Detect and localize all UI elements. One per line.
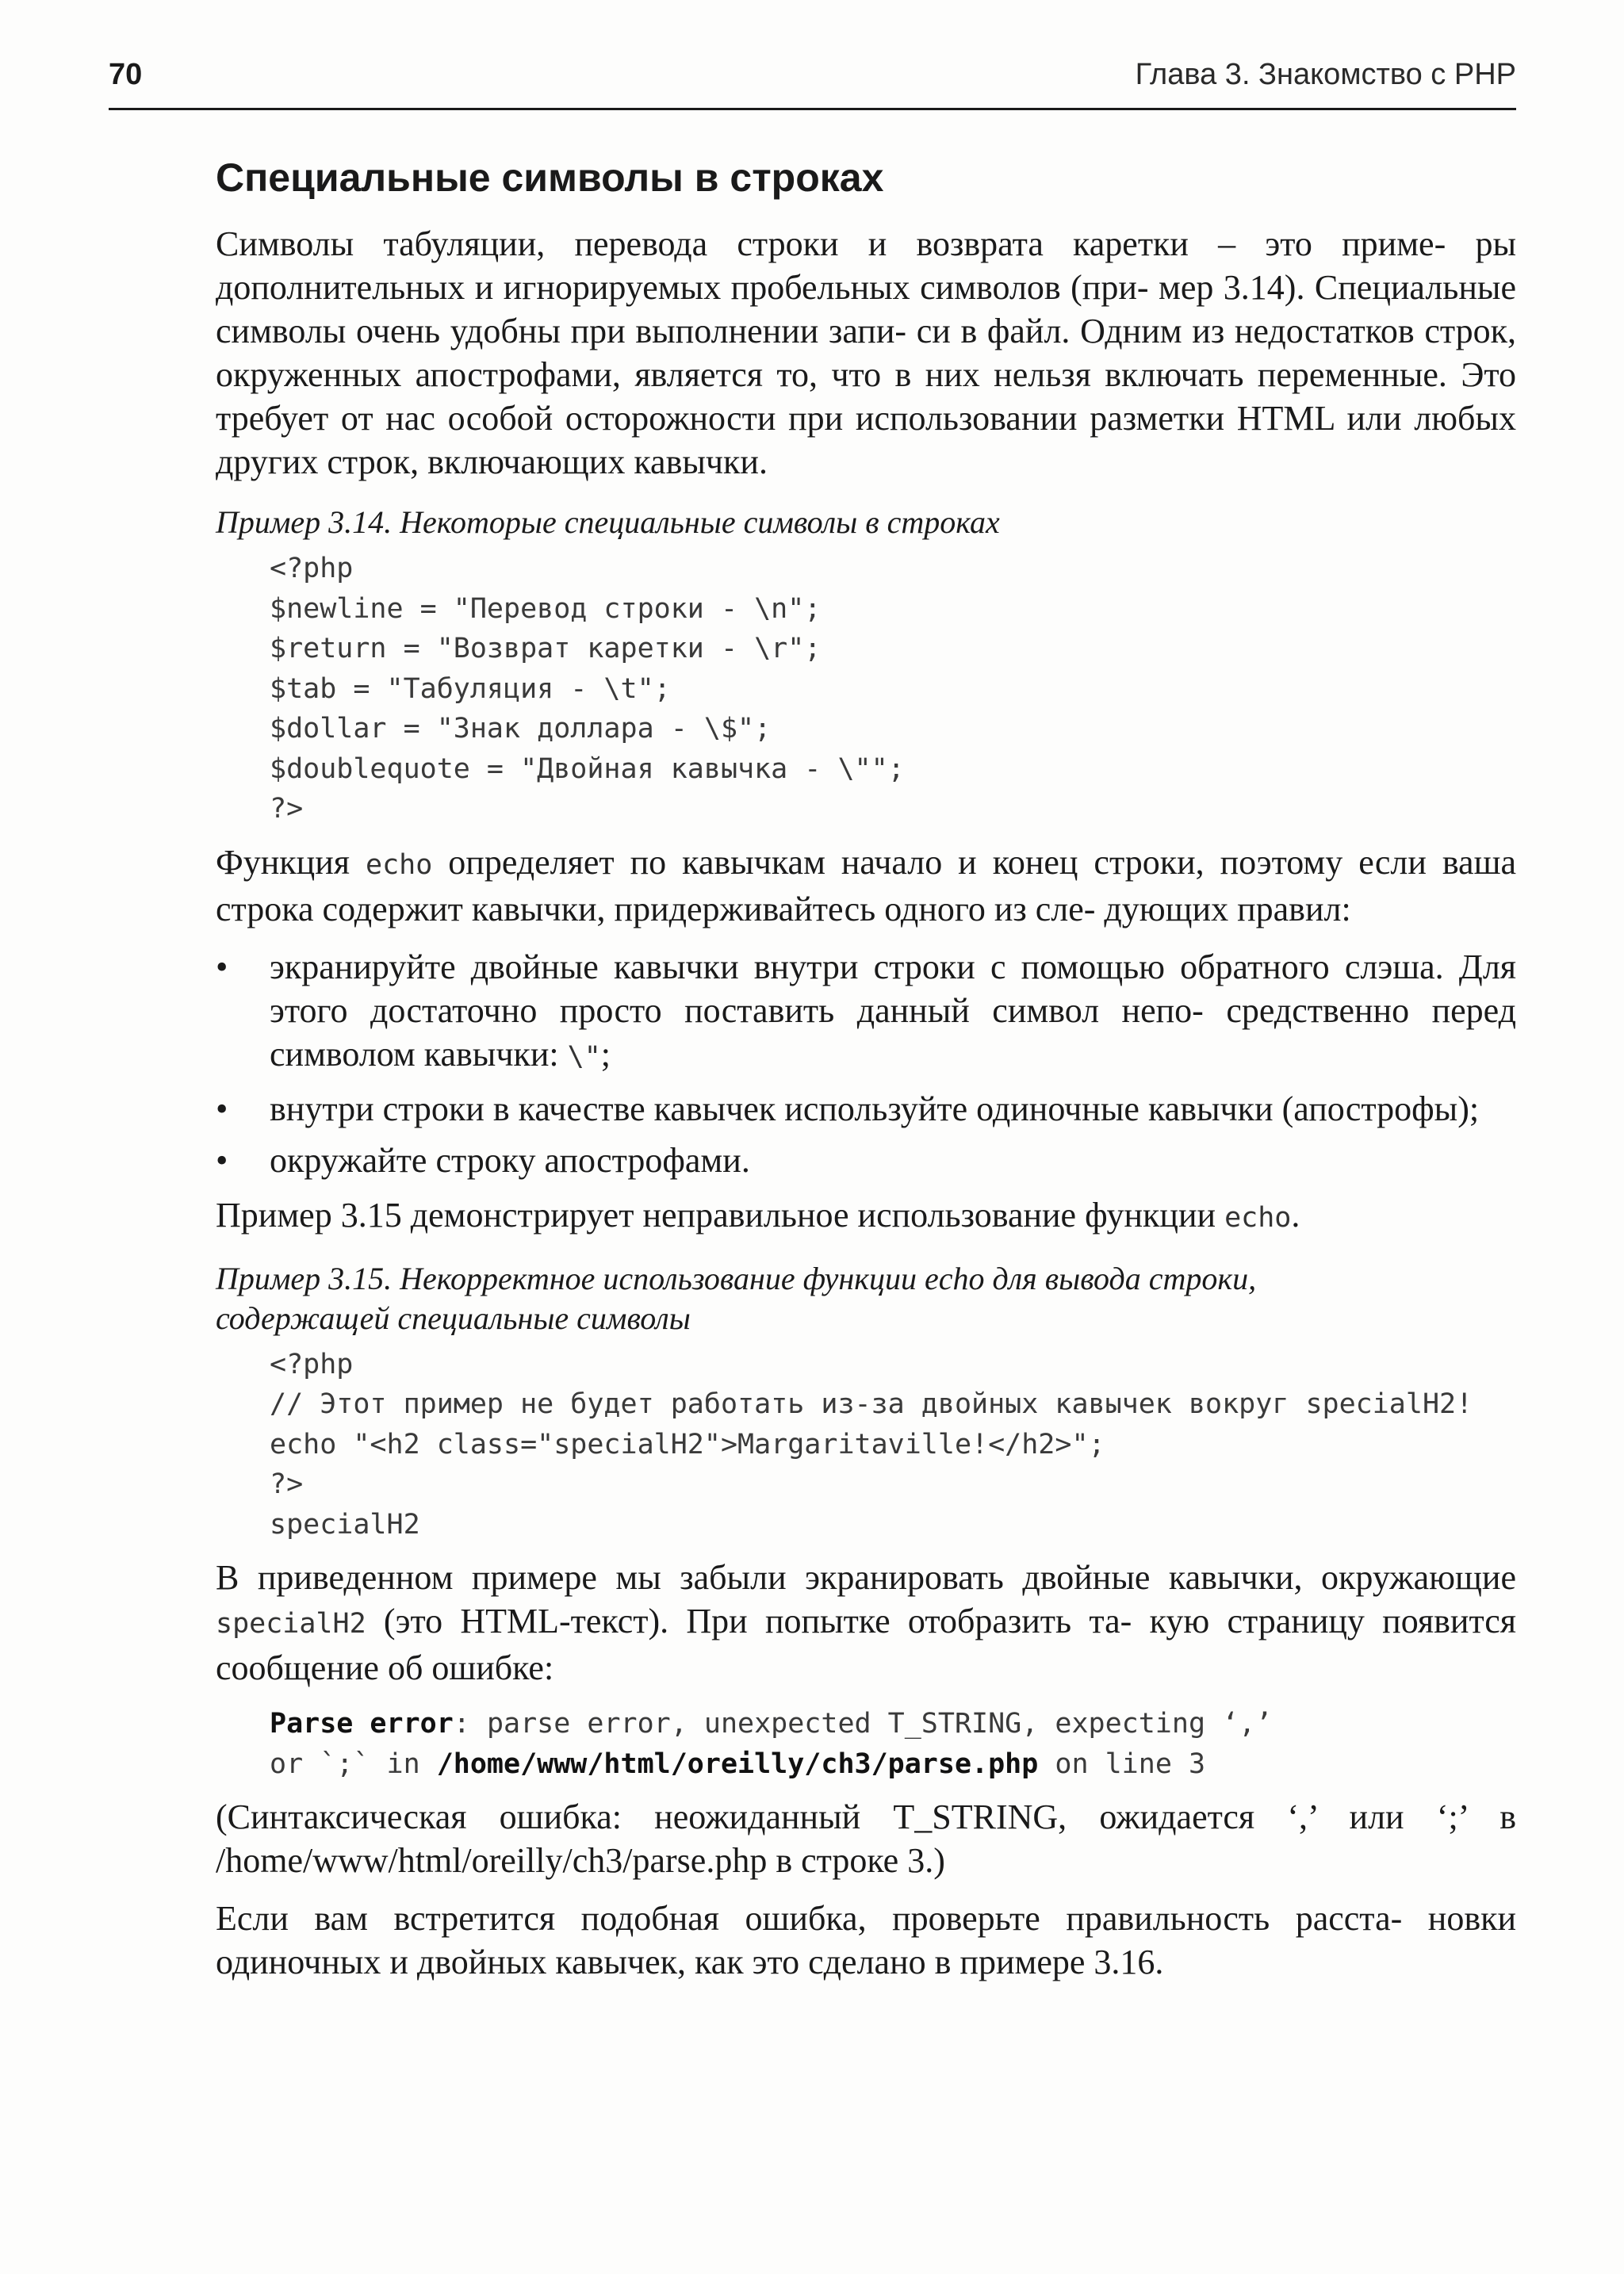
inline-code: specialH2 (216, 1608, 366, 1640)
text-line: (апострофы); (1281, 1089, 1480, 1128)
text-fragment: ; (600, 1034, 611, 1074)
example-caption: Пример 3.14. Некоторые специальные символы в строках (216, 504, 1000, 540)
paragraph-example-315-intro (216, 1193, 1516, 1240)
section-heading: Специальные символы в строках (216, 155, 884, 200)
code-line: ?> (270, 793, 304, 825)
text-line: окружайте строку апострофами. (270, 1140, 750, 1180)
text-line: В приведенном примере мы забыли экранировать двойные кавычки, (216, 1558, 1303, 1597)
text-line: Пример 3.15 демонстрирует неправильное использование функции (216, 1195, 1216, 1235)
code-listing (270, 1345, 1516, 1545)
bullet-icon: • (216, 1089, 228, 1128)
text-line: си в файл. Одним из недостатков строк, окруженных апострофами, (216, 312, 1517, 394)
text-line: средственно перед символом кавычки: (270, 990, 1516, 1074)
code-line: ?> (270, 1468, 304, 1500)
code-line: specialH2 (270, 1508, 420, 1541)
text-line: особой осторожности при использовании разметки HTML или любых (447, 399, 1516, 438)
inline-code: echo (1224, 1201, 1292, 1234)
inline-code: \" (567, 1040, 601, 1073)
text-line: ‘;’ в /home/www/html/oreilly/ch3/parse.php в строке 3.) (216, 1797, 1517, 1880)
list-item (216, 1087, 1516, 1131)
code-line: $return = "Возврат каретки - \r"; (270, 633, 822, 664)
text-line: Символы табуляции, перевода строки и возврата каретки – это приме- (216, 224, 1446, 263)
list-item (216, 1139, 1516, 1182)
error-output (270, 1704, 1516, 1784)
text-fragment: Функция (216, 842, 366, 882)
code-line: $newline = "Перевод строки - \n"; (270, 592, 822, 625)
text-fragment: . (1291, 1195, 1300, 1235)
text-line: других строк, включающих кавычки. (216, 442, 768, 481)
paragraph-echo (216, 840, 1516, 931)
bullet-icon: • (216, 947, 228, 986)
text-line: внутри строки в качестве кавычек используйте одиночные кавычки (270, 1089, 1274, 1128)
code-line: <?php (270, 1348, 354, 1380)
code-line: // Этот пример не будет работать из-за двойных кавычек вокруг specialH2! (270, 1388, 1473, 1420)
paragraph-intro (216, 222, 1516, 484)
paragraph-translation (216, 1795, 1516, 1882)
text-line: если ваша строка содержит кавычки, придерживайтесь одного из сле- (216, 842, 1516, 928)
text-line: кую страницу появится сообщение об ошибке: (216, 1602, 1516, 1687)
chapter-title: Глава 3. Знакомство с PHP (1135, 58, 1516, 91)
inline-code: echo (366, 848, 433, 881)
text-line: дующих правил: (1104, 889, 1351, 928)
text-line: новки одиночных и двойных кавычек, как это сделано в примере 3.16. (216, 1899, 1517, 1981)
text-line: экранируйте двойные кавычки внутри строки с помощью обратного (270, 947, 1330, 986)
code-line: $doublequote = "Двойная кавычка - \""; (270, 752, 905, 785)
example-caption (216, 1259, 1516, 1338)
code-fragment: : parse error, unexpected T_STRING, expecting ‘,’ (453, 1708, 1273, 1740)
caption-line: содержащей специальные символы (216, 1300, 691, 1336)
text-line: слэша. Для этого достаточно просто поставить данный символ непо- (270, 947, 1517, 1030)
error-label: Parse error (270, 1708, 454, 1740)
paragraph-advice (216, 1897, 1516, 1984)
list-item (216, 945, 1516, 1079)
code-listing (270, 549, 1516, 829)
error-path: /home/www/html/oreilly/ch3/parse.php (436, 1748, 1039, 1780)
code-line: $dollar = "Знак доллара - \$"; (270, 713, 772, 745)
text-line: Если вам встретится подобная ошибка, проверьте правильность расста- (216, 1899, 1403, 1938)
code-line: echo "<h2 class="specialH2">Margaritaville!</h2>"; (270, 1428, 1105, 1460)
text-line: является то, что в них нельзя включать переменные. Это требует от нас (216, 355, 1517, 438)
caption-line: Пример 3.15. Некорректное использование функции echo для вывода строки, (216, 1260, 1257, 1296)
text-line: мер 3.14). Специальные символы очень удобны при выполнении запи- (216, 268, 1517, 350)
page-number: 70 (109, 58, 143, 91)
rules-list (216, 945, 1516, 1182)
running-header (109, 48, 1516, 110)
text-line: определяет по кавычкам начало и конец строки, поэтому (432, 842, 1343, 882)
code-fragment: or `;` in (270, 1748, 437, 1780)
code-line: <?php (270, 553, 354, 584)
text-fragment: (это HTML-текст). При попытке отобразить та- (366, 1602, 1132, 1640)
bullet-icon: • (216, 1140, 228, 1180)
page-content (216, 151, 1516, 1998)
text-line: (Синтаксическая ошибка: неожиданный T_STRING, ожидается ‘,’ или (216, 1797, 1404, 1836)
code-fragment: on line 3 (1038, 1748, 1206, 1780)
paragraph-forgot-escape (216, 1556, 1516, 1690)
text-fragment: окружающие (1321, 1558, 1516, 1597)
text-line: ры дополнительных и игнорируемых пробельных символов (при- (216, 224, 1516, 307)
code-line: $tab = "Табуляция - \t"; (270, 672, 671, 705)
